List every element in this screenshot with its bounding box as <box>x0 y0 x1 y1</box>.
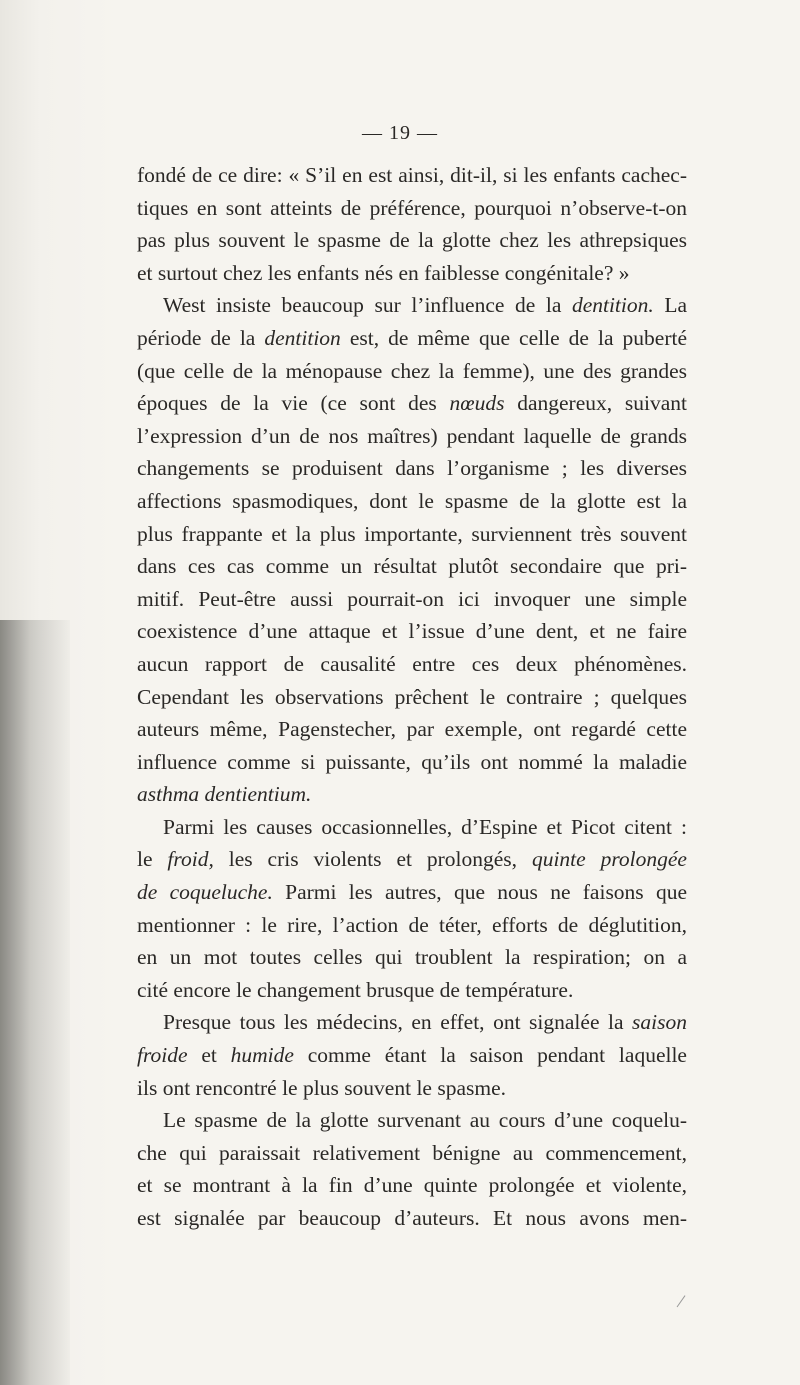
text-line <box>137 159 687 192</box>
text-line <box>137 387 687 420</box>
text-line <box>137 681 687 714</box>
binding-shadow <box>0 620 70 1385</box>
text-segment: est, de même que celle de la puberté <box>340 325 687 350</box>
text-segment: l’expression d’un de nos maîtres) pendant laquelle de grands <box>137 423 687 448</box>
italic-text: dentition <box>264 325 341 350</box>
italic-text: humide <box>230 1043 294 1068</box>
text-segment: Parmi les autres, que nous ne faisons que <box>272 880 688 905</box>
text-segment: La <box>653 293 687 318</box>
text-line <box>137 289 687 322</box>
text-segment: le <box>137 847 168 872</box>
text-line <box>137 811 687 844</box>
text-segment: che qui paraissait relativement bénigne au commencement, <box>137 1140 687 1165</box>
text-segment: les cris violents et prolongés, <box>213 847 532 872</box>
italic-text: saison <box>632 1010 687 1035</box>
text-segment: époques de la vie (ce sont des <box>137 391 450 416</box>
italic-text: quinte prolongée <box>531 847 687 872</box>
text-line <box>137 518 687 551</box>
text-segment: mitif. Peut-être aussi pourrait-on ici invoquer une simple <box>137 586 687 611</box>
text-line <box>137 1202 687 1235</box>
text-segment: auteurs même, Pagenstecher, par exemple, ont regardé cette <box>137 717 687 742</box>
text-line <box>137 452 687 485</box>
text-segment: ils ont rencontré le plus souvent le spasme. <box>137 1075 507 1100</box>
text-line <box>137 420 687 453</box>
text-line <box>137 843 687 876</box>
text-line <box>137 322 687 355</box>
text-segment: période de la <box>137 325 265 350</box>
italic-text: froid, <box>167 847 214 872</box>
text-segment: comme étant la saison pendant laquelle <box>293 1043 687 1068</box>
text-segment: West insiste beaucoup sur l’influence de la <box>163 293 572 318</box>
text-line <box>137 778 687 811</box>
text-segment: et se montrant à la fin d’une quinte prolongée et violente, <box>137 1173 687 1198</box>
text-line <box>137 746 687 779</box>
text-line <box>137 615 687 648</box>
text-line <box>137 355 687 388</box>
text-segment: Cependant les observations prêchent le contraire ; quelques <box>137 684 687 709</box>
text-line <box>137 909 687 942</box>
text-segment: Parmi les causes occasionnelles, d’Espine et Picot citent : <box>163 814 687 839</box>
text-segment: dangereux, suivant <box>504 391 687 416</box>
text-line <box>137 1104 687 1137</box>
text-segment: cité encore le changement brusque de température. <box>137 977 574 1002</box>
text-segment: pas plus souvent le spasme de la glotte chez les athrepsiques <box>137 228 687 253</box>
text-line <box>137 974 687 1007</box>
text-segment: est signalée par beaucoup d’auteurs. Et nous avons men- <box>137 1206 687 1230</box>
text-segment: coexistence d’une attaque et l’issue d’une dent, et ne faire <box>137 619 687 644</box>
text-segment: influence comme si puissante, qu’ils ont nommé la maladie <box>137 749 687 774</box>
text-segment: et <box>187 1043 231 1068</box>
italic-text: nœuds <box>449 391 505 416</box>
text-segment: mentionner : le rire, l’action de téter, efforts de déglutition, <box>137 912 687 937</box>
page-number: — 19 — <box>362 122 438 144</box>
text-segment: (que celle de la ménopause chez la femme), une des grandes <box>137 358 687 383</box>
italic-text: asthma dentientium. <box>137 782 312 807</box>
text-line <box>137 1006 687 1039</box>
text-line <box>137 1039 687 1072</box>
italic-text: de coqueluche. <box>137 880 273 905</box>
text-line <box>137 876 687 909</box>
text-segment: Le spasme de la glotte survenant au cours d’une coquelu- <box>163 1108 687 1133</box>
text-line <box>137 257 687 290</box>
text-line <box>137 1072 687 1105</box>
text-line <box>137 941 687 974</box>
text-line <box>137 713 687 746</box>
text-line <box>137 224 687 257</box>
text-segment: affections spasmodiques, dont le spasme de la glotte est la <box>137 488 687 513</box>
text-line <box>137 648 687 681</box>
pencil-mark <box>677 1295 691 1310</box>
text-segment: en un mot toutes celles qui troublent la respiration; on a <box>137 945 687 970</box>
text-line <box>137 1169 687 1202</box>
body-text <box>137 159 687 1235</box>
text-line <box>137 485 687 518</box>
text-segment: plus frappante et la plus importante, surviennent très souvent <box>137 521 687 546</box>
text-segment: et surtout chez les enfants nés en faiblesse congénitale? » <box>137 260 630 285</box>
text-segment: fondé de ce dire: « S’il en est ainsi, dit-il, si les enfants cachec- <box>137 163 687 187</box>
text-segment: tiques en sont atteints de préférence, pourquoi n’observe-t-on <box>137 195 687 220</box>
italic-text: dentition. <box>571 293 654 318</box>
text-segment: Presque tous les médecins, en effet, ont signalée la <box>163 1010 633 1035</box>
text-segment: dans ces cas comme un résultat plutôt secondaire que pri- <box>137 554 687 579</box>
text-segment: aucun rapport de causalité entre ces deux phénomènes. <box>137 651 687 676</box>
text-line <box>137 583 687 616</box>
text-segment: changements se produisent dans l’organisme ; les diverses <box>137 456 687 481</box>
text-line <box>137 192 687 225</box>
text-line <box>137 550 687 583</box>
italic-text: froide <box>137 1043 188 1068</box>
text-line <box>137 1137 687 1170</box>
